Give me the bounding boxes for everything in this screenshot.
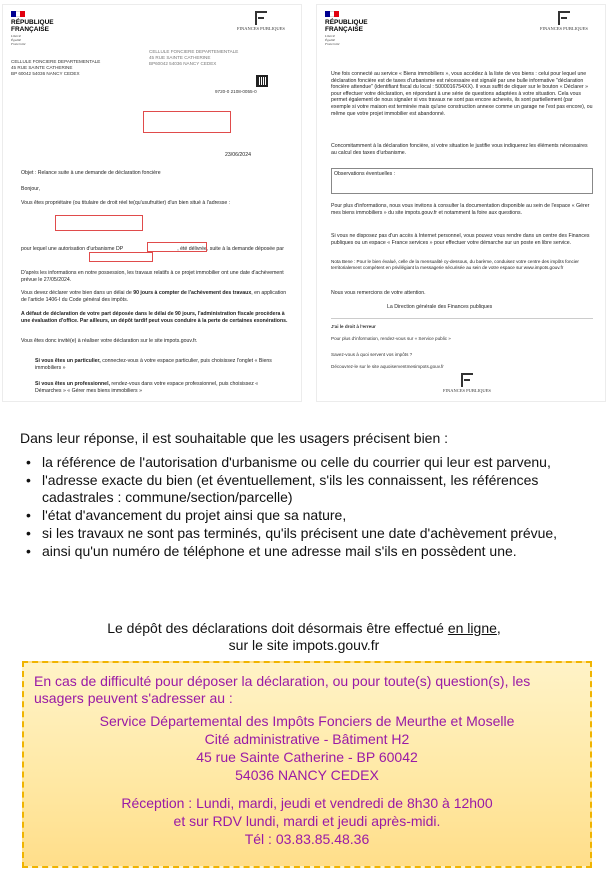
impots-question: Savez-vous à quoi servent vos impôts ? [331, 352, 413, 357]
instructions-intro: Dans leur réponse, il est souhaitable que les usagers précisent bien : [20, 430, 449, 446]
list-item: • si les travaux ne sont pas terminés, qu'ils précisent une date d'achèvement prévue, [20, 525, 586, 542]
deposit-line-2: sur le site impots.gouv.fr [228, 637, 380, 653]
online-link[interactable]: en ligne [447, 620, 497, 636]
help-intro: En cas de difficulté pour déposer la déclaration, ou pour toute(s) question(s), les usagers peuvent s'adresser au : [34, 673, 531, 706]
observations-box [331, 168, 593, 194]
finances-publiques-icon [461, 373, 473, 387]
letter2-paragraph-3: Pour plus d'informations, nous vous invitons à consulter la documentation disponible au sein de l'espace « Gérer mes biens immobiliers » du site impots.gouv.fr et notamment la foire aux questions. [331, 203, 590, 216]
redacted-dp-box [147, 242, 207, 252]
letter-paragraph-2: pour lequel une autorisation d'urbanisme DP , été délivrée, suite à la demande déposée par [21, 246, 284, 252]
list-item: • l'adresse exacte du bien (et éventuellement, s'ils les connaissent, les références cadastrales : commune/section/parcelle) [20, 472, 586, 506]
redacted-applicant-box [89, 252, 153, 262]
recipient-header: CELLULE FONCIERE DEPARTEMENTALE 45 RUE SAINTE CATHERINE BP60042 54036 NANCY CEDEX [149, 49, 239, 66]
letter-paragraph-professionnel: Si vous êtes un professionnel, rendez-vous dans votre espace professionnel, puis choisissez « Démarches » « Gérer mes biens immobiliers » [35, 381, 259, 394]
marianne-flag-icon [11, 11, 25, 17]
list-item: • la référence de l'autorisation d'urbanisme ou celle du courrier qui leur est parvenu, [20, 454, 586, 471]
letter2-signature: La Direction générale des Finances publiques [387, 304, 493, 310]
finances-publiques-icon [558, 11, 570, 25]
finances-publiques-icon [255, 11, 267, 25]
letter-page-2 [316, 4, 606, 402]
redacted-address-box [55, 215, 143, 231]
service-building: Cité administrative - Bâtiment H2 [204, 731, 410, 747]
droit-erreur-title: J'ai le droit à l'erreur [331, 324, 376, 329]
service-name: Service Départemental des Impôts Fonciers de Meurthe et Moselle [99, 713, 515, 729]
finances-publiques-logo-2: FINANCES PUBLIQUES [533, 11, 595, 31]
deposit-line-1: Le dépôt des déclarations doit désormais être effectué en ligne, [107, 620, 501, 636]
republique-francaise-logo-2: RÉPUBLIQUE FRANÇAISE Liberté Égalité Fraternité [325, 11, 368, 46]
reference-code: 9720-0 2108-0055-0 [215, 89, 257, 94]
letter-paragraph-6: Vous êtes donc invité(e) à réaliser votre déclaration sur le site impots.gouv.fr. [21, 338, 198, 344]
letter-page-1 [2, 4, 302, 402]
letter-paragraph-5: A défaut de déclaration de votre part déposée dans le délai de 90 jours, l'administration fiscale procèdera à une évaluation d'office. Par ailleurs, un dépôt tardif peut vous conduire à la perte de certaines exonérations. [21, 311, 288, 324]
letter-paragraph-4: Vous devez déclarer votre bien dans un délai de 90 jours à compter de l'achèvement des travaux, en application de l'article 1406-I du Code général des impôts. [21, 290, 287, 303]
letter2-thanks: Nous vous remercions de votre attention. [331, 290, 426, 296]
sender-address: CELLULE FONCIERE DEPARTEMENTALE 45 RUE SAINTE CATHERINE BP 60042 54036 NANCY CEDEX [11, 59, 101, 76]
letter-object: Objet : Relance suite à une demande de déclaration foncière [21, 170, 161, 176]
marianne-flag-icon [325, 11, 339, 17]
letter-paragraph-3: D'après les informations en notre possession, les travaux relatifs à ce projet immobilier ont une date d'achèvement prévue le 27/05/2024. [21, 270, 284, 283]
service-city: 54036 NANCY CEDEX [235, 767, 379, 783]
online-deposit-notice [0, 620, 608, 654]
list-item: • l'état d'avancement du projet ainsi que sa nature, [20, 507, 586, 524]
letter2-paragraph-2: Concomitamment à la déclaration foncière, si votre situation le justifie vous indiquerez les éléments nécessaires au calcul des taxes d'urbanisme. [331, 143, 588, 156]
finances-publiques-footer-logo: FINANCES PUBLIQUES [437, 373, 497, 393]
help-contact-box [22, 661, 592, 868]
reception-hours: Réception : Lundi, mardi, jeudi et vendredi de 8h30 à 12h00 [121, 795, 493, 811]
letter-greeting: Bonjour, [21, 186, 41, 192]
republic-line-1: RÉPUBLIQUE [11, 19, 54, 26]
motto-liberte: Liberté [11, 34, 22, 38]
letter2-paragraph-1: Une fois connecté au service « Biens immobiliers », vous accédez à la liste de vos biens : celui pour lequel une déclaration foncière est de taxes d'urbanisme est nécessaire est signalé par une bulle informative "déclaration foncière attendue" (identifiant fiscal du local : 5000016754XX). Il vous suffit de cliquer sur le bouton « Déclarer » pour effectuer votre déclaration, en répondant à une série de questions adaptées à votre situation. Cela vous permet également de nous signaler si vos travaux ne sont pas encore achevés, ils sont partiellement (par exemple si votre maison est terminée mais qu'une construction annexe comme un garage ne l'est pas encore), ou même que votre projet immobilier est abandonné. [331, 71, 593, 117]
divider [331, 318, 593, 319]
service-public-link-text: Pour plus d'information, rendez-vous sur « Service public » [331, 336, 451, 341]
letter-date: 23/06/2024 [225, 152, 251, 158]
letter-paragraph-1: Vous êtes propriétaire (ou titulaire de droit réel te(qu'usufruitier) d'un bien situé à l'adresse : [21, 200, 231, 206]
letter2-paragraph-4: Si vous ne disposez pas d'un accès à Internet personnel, vous pouvez vous rendre dans un centre des Finances publiques ou un espace « France services » pour effectuer votre démarche sur un poste en libre service. [331, 233, 590, 246]
service-street: 45 rue Sainte Catherine - BP 60042 [196, 749, 418, 765]
observations-label: Observations éventuelles : [334, 171, 396, 177]
finances-publiques-logo [231, 11, 291, 31]
redacted-recipient-box [143, 111, 231, 133]
letter-paragraph-particulier: Si vous êtes un particulier, connectez-vous à votre espace particulier, puis choisissez l'onglet « Biens immobiliers » [35, 358, 272, 371]
motto-egalite: Égalité [11, 38, 22, 42]
instructions-list [20, 454, 586, 560]
fp-logo-label: FINANCES PUBLIQUES [237, 26, 285, 31]
list-item: • ainsi qu'un numéro de téléphone et une adresse mail s'ils en possèdent une. [20, 543, 586, 560]
qr-code-icon [256, 75, 268, 87]
republique-francaise-logo [11, 11, 54, 46]
aquoiservent-link-text: Découvrez-le sur le site aquoiserventmesimpots.gouv.fr [331, 364, 444, 369]
instructions-section [20, 430, 586, 561]
appointment-hours: et sur RDV lundi, mardi et jeudi après-midi. [173, 813, 441, 829]
letter2-nota-bene: Nota Bene : Pour le bien évalué, celle de la mensualité cy-dessous, du barème, conduisez votre centre des impôts foncier territorialement compétent en privilégiant la messagerie sécurisée au sein de votre espace sur www.impots.gouv.fr [331, 259, 579, 270]
motto-fraternite: Fraternité [11, 42, 26, 46]
service-phone[interactable]: Tél : 03.83.85.48.36 [244, 831, 370, 847]
republic-line-2: FRANÇAISE [11, 26, 49, 33]
